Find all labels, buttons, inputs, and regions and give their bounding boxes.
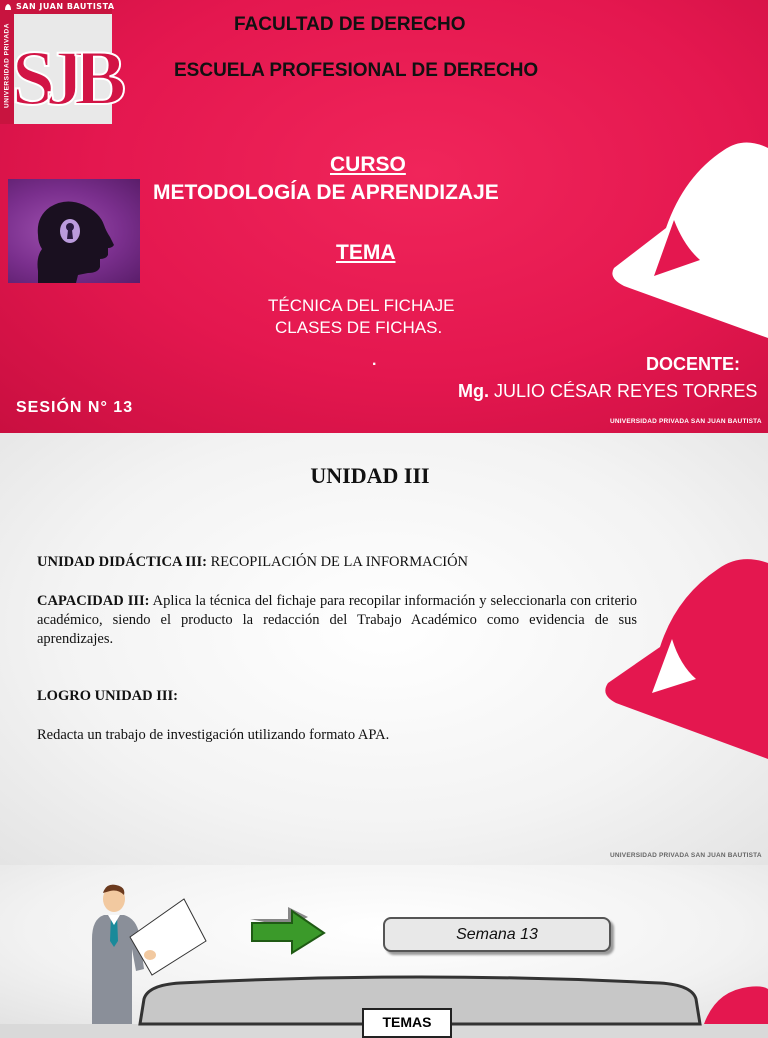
slide2-footer: UNIVERSIDAD PRIVADA SAN JUAN BAUTISTA [610, 852, 762, 859]
bell-decoration-icon [604, 128, 768, 348]
teacher-title: Mg. [458, 381, 489, 401]
course-name: METODOLOGÍA DE APRENDIZAJE [153, 181, 499, 204]
dot-text: . [372, 352, 377, 369]
faculty-title: FACULTAD DE DERECHO [234, 14, 466, 35]
unit-didactic-value: RECOPILACIÓN DE LA INFORMACIÓN [207, 554, 469, 570]
sjb-logo-icon [11, 16, 117, 121]
logo-top-text: SAN JUAN BAUTISTA [0, 0, 112, 14]
arrow-right-icon [246, 903, 328, 953]
bell-icon [3, 2, 13, 12]
logo-side-text: UNIVERSIDAD PRIVADA [3, 23, 11, 108]
unit-didactic [37, 553, 637, 572]
teacher-name [458, 381, 757, 402]
capacity-value: Aplica la técnica del fichaje para recopilar información y seleccionarla con criterio académico, siendo el producto la redacción del Trabajo Académico como evidencia de sus aprendizajes. [37, 593, 637, 647]
unit-slide [0, 433, 768, 865]
capacity-paragraph [37, 592, 637, 649]
title-slide [0, 0, 768, 433]
slide1-footer: UNIVERSIDAD PRIVADA SAN JUAN BAUTISTA [610, 418, 762, 425]
course-label: CURSO [330, 153, 406, 176]
topic-label: TEMA [336, 241, 396, 264]
achievement-label: LOGRO UNIDAD III: [37, 688, 178, 704]
session-number: SESIÓN N° 13 [16, 399, 134, 416]
teacher-label: DOCENTE: [646, 354, 740, 374]
week-box: Semana 13 [383, 917, 611, 952]
topics-slide [0, 865, 768, 1030]
bell-decoration-icon [700, 983, 768, 1024]
unit-title: UNIDAD III [310, 463, 430, 488]
topic-line-1: TÉCNICA DEL FICHAJE [268, 296, 455, 315]
school-title: ESCUELA PROFESIONAL DE DERECHO [174, 60, 539, 81]
svg-text:SJB: SJB [11, 34, 117, 121]
university-logo [0, 0, 117, 124]
bell-decoration-icon [598, 553, 768, 763]
topics-box: TEMAS [362, 1008, 452, 1038]
unit-didactic-label: UNIDAD DIDÁCTICA III: [37, 554, 207, 570]
topic-line-2: CLASES DE FICHAS. [275, 318, 443, 337]
achievement-value: Redacta un trabajo de investigación utilizando formato APA. [37, 727, 390, 743]
head-silhouette-image [8, 179, 140, 283]
teacher-fullname: JULIO CÉSAR REYES TORRES [494, 381, 758, 401]
capacity-label: CAPACIDAD III: [37, 593, 150, 609]
